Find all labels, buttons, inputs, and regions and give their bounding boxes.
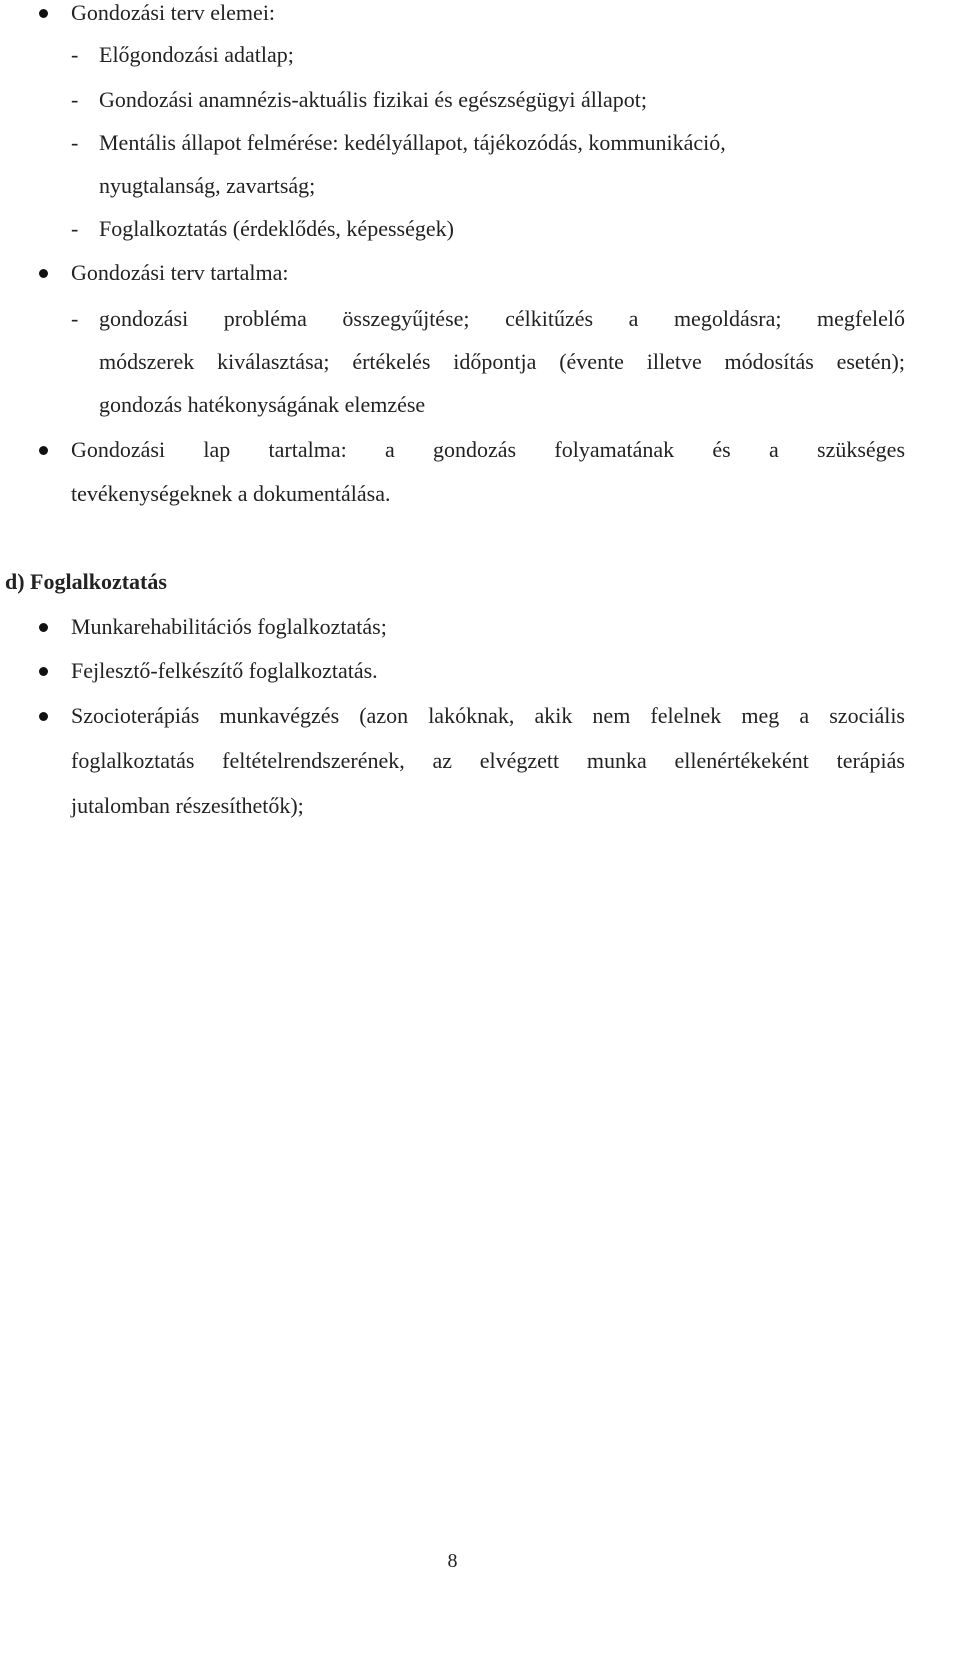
list-item: - Mentális állapot felmérése: kedélyállapot, tájékozódás, kommunikáció, [71, 130, 726, 155]
care-plan-content-line: gondozás hatékonyságának elemzése [99, 392, 426, 417]
care-sheet-line: tevékenységeknek a dokumentálása. [71, 481, 391, 506]
sociotherapy-line: jutalomban részesíthetők); [71, 793, 304, 818]
list-item: - Gondozási anamnézis-aktuális fizikai és egészségügyi állapot; [71, 87, 647, 112]
page-number: 8 [447, 1550, 458, 1572]
list-item: - Előgondozási adatlap; [71, 42, 294, 67]
list-item: Munkarehabilitációs foglalkoztatás; [71, 614, 387, 639]
care-plan-content-line: gondozási probléma összegyűjtése; célkitűzés a megoldásra; megfelelő [99, 306, 905, 331]
sociotherapy-line: Szocioterápiás munkavégzés (azon lakóknak, akik nem felelnek meg a szociális [71, 703, 905, 728]
care-plan-content-line: módszerek kiválasztása; értékelés időpontja (évente illetve módosítás esetén); [99, 349, 905, 374]
bullet-icon [39, 269, 48, 278]
care-sheet-line: Gondozási lap tartalma: a gondozás folyamatának és a szükséges [71, 437, 905, 462]
bullet-icon [39, 446, 48, 455]
care-plan-elements-heading: Gondozási terv elemei: [71, 0, 276, 25]
care-plan-content-heading: Gondozási terv tartalma: [71, 260, 289, 285]
list-item: - Foglalkoztatás (érdeklődés, képességek) [71, 216, 454, 241]
bullet-icon [39, 9, 48, 18]
sociotherapy-line: foglalkoztatás feltételrendszerének, az elvégzett munka ellenértékeként terápiás [71, 748, 905, 773]
list-item: Fejlesztő-felkészítő foglalkoztatás. [71, 658, 378, 683]
bullet-icon [39, 712, 48, 721]
bullet-icon [39, 667, 48, 676]
list-item-continuation: nyugtalanság, zavartság; [99, 173, 316, 198]
employment-heading: d) Foglalkoztatás [5, 569, 167, 594]
list-item: - [71, 306, 79, 331]
bullet-icon [39, 623, 48, 632]
